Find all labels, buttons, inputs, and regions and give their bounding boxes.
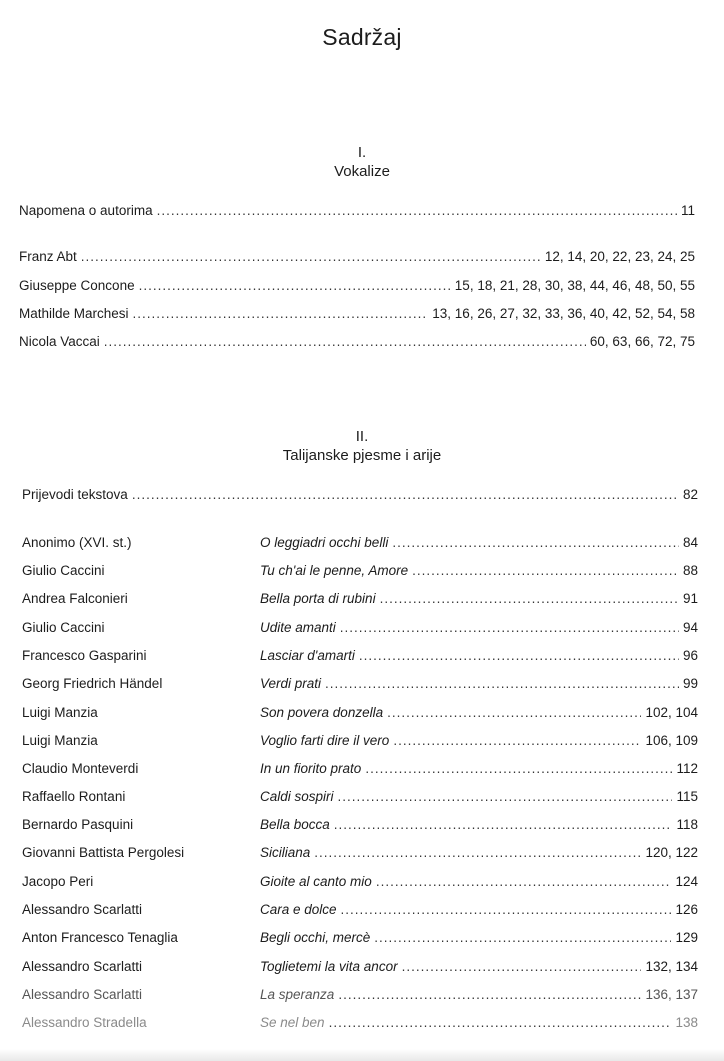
aria-entry [22, 845, 698, 865]
dot-leader [340, 620, 679, 635]
dot-leader [139, 278, 451, 293]
work-title: Gioite al canto mio [260, 874, 372, 889]
page-title: Sadržaj [322, 24, 402, 50]
aria-entry [22, 563, 698, 583]
work-pages: 138 [675, 1015, 698, 1030]
work-title: Voglio farti dire il vero [260, 733, 390, 748]
work-title: In un fiorito prato [260, 761, 362, 776]
section-1-title: Vokalize [334, 163, 390, 180]
composer-name: Bernardo Pasquini [22, 817, 134, 832]
work-pages: 129 [675, 930, 698, 945]
dot-leader [376, 874, 672, 889]
work-title: O leggiadri occhi belli [260, 535, 389, 550]
dot-leader [338, 987, 641, 1002]
aria-entry [22, 987, 698, 1007]
work-title: Bella bocca [260, 817, 330, 832]
work-title: La speranza [260, 987, 335, 1002]
aria-entry [22, 733, 698, 753]
toc-entry [19, 306, 695, 321]
toc-entry-label: Mathilde Marchesi [19, 306, 129, 321]
dot-leader [338, 789, 673, 804]
section-2-number: II. [355, 428, 369, 445]
work-title: Caldi sospiri [260, 789, 334, 804]
work-pages: 115 [676, 789, 698, 804]
work-pages: 126 [675, 902, 698, 917]
work-pages: 118 [676, 817, 698, 832]
work-pages: 99 [682, 676, 698, 691]
composer-name: Raffaello Rontani [22, 789, 126, 804]
aria-entry [22, 620, 698, 640]
toc-entry-label: Nicola Vaccai [19, 334, 100, 349]
work-pages: 112 [676, 761, 698, 776]
aria-entry [22, 648, 698, 668]
composer-name: Georg Friedrich Händel [22, 676, 163, 691]
dot-leader [365, 761, 672, 776]
aria-entry [22, 591, 698, 611]
scan-edge-shadow [0, 1049, 724, 1061]
dot-leader [334, 817, 673, 832]
work-title: Toglietemi la vita ancor [260, 959, 398, 974]
aria-entry [22, 705, 698, 725]
toc-entry-pages: 82 [682, 487, 698, 502]
dot-leader [393, 733, 641, 748]
section-2-title: Talijanske pjesme i arije [282, 447, 442, 464]
work-title: Lasciar d'amarti [260, 648, 355, 663]
aria-entry [22, 930, 698, 950]
aria-entry [22, 902, 698, 922]
dot-leader [314, 845, 641, 860]
toc-entry-pages: 11 [680, 203, 695, 218]
work-title: Tu ch'ai le penne, Amore [260, 563, 409, 578]
dot-leader [392, 535, 679, 550]
composer-name: Jacopo Peri [22, 874, 94, 889]
composer-name: Luigi Manzia [22, 733, 98, 748]
work-title: Udite amanti [260, 620, 336, 635]
composer-name: Francesco Gasparini [22, 648, 147, 663]
composer-name: Alessandro Scarlatti [22, 959, 143, 974]
toc-entry-pages: 60, 63, 66, 72, 75 [589, 334, 695, 349]
aria-entry [22, 676, 698, 696]
composer-name: Anton Francesco Tenaglia [22, 930, 178, 945]
work-title: Bella porta di rubini [260, 591, 376, 606]
dot-leader [157, 203, 677, 218]
aria-entry [22, 761, 698, 781]
dot-leader [402, 959, 642, 974]
toc-entry-pages: 12, 14, 20, 22, 23, 24, 25 [544, 249, 695, 264]
composer-name: Giovanni Battista Pergolesi [22, 845, 185, 860]
dot-leader [81, 249, 541, 264]
toc-entry-pages: 13, 16, 26, 27, 32, 33, 36, 40, 42, 52, 54, 58 [432, 306, 695, 321]
toc-entry [19, 278, 695, 293]
section-1-number: I. [357, 144, 367, 161]
composer-name: Luigi Manzia [22, 705, 98, 720]
work-pages: 88 [682, 563, 698, 578]
aria-entry [22, 1015, 698, 1035]
toc-entry-label: Napomena o autorima [19, 203, 153, 218]
work-title: Cara e dolce [260, 902, 337, 917]
work-pages: 91 [682, 591, 698, 606]
composer-name: Giulio Caccini [22, 620, 105, 635]
work-pages: 102, 104 [645, 705, 698, 720]
work-title: Begli occhi, mercè [260, 930, 371, 945]
work-title: Siciliana [260, 845, 311, 860]
dot-leader [104, 334, 586, 349]
work-pages: 106, 109 [645, 733, 698, 748]
dot-leader [412, 563, 679, 578]
work-pages: 132, 134 [645, 959, 698, 974]
toc-entry-translations [22, 487, 698, 502]
composer-name: Alessandro Stradella [22, 1015, 147, 1030]
aria-entry [22, 874, 698, 894]
work-title: Se nel ben [260, 1015, 325, 1030]
composer-name: Alessandro Scarlatti [22, 987, 143, 1002]
work-pages: 120, 122 [645, 845, 698, 860]
toc-entry [19, 249, 695, 264]
dot-leader [380, 591, 679, 606]
dot-leader [133, 306, 429, 321]
aria-entry [22, 959, 698, 979]
dot-leader [325, 676, 679, 691]
aria-entry [22, 789, 698, 809]
work-pages: 84 [682, 535, 698, 550]
composer-name: Giulio Caccini [22, 563, 105, 578]
composer-name: Claudio Monteverdi [22, 761, 139, 776]
dot-leader [374, 930, 671, 945]
work-pages: 136, 137 [645, 987, 698, 1002]
dot-leader [341, 902, 672, 917]
toc-entry-pages: 15, 18, 21, 28, 30, 38, 44, 46, 48, 50, 55 [454, 278, 695, 293]
work-title: Son povera donzella [260, 705, 384, 720]
work-title: Verdi prati [260, 676, 322, 691]
work-pages: 94 [682, 620, 698, 635]
composer-name: Anonimo (XVI. st.) [22, 535, 132, 550]
toc-entry [19, 334, 695, 349]
composer-name: Andrea Falconieri [22, 591, 128, 606]
aria-entry [22, 817, 698, 837]
dot-leader [329, 1015, 672, 1030]
work-pages: 124 [675, 874, 698, 889]
dot-leader [359, 648, 679, 663]
dot-leader [387, 705, 641, 720]
toc-entry-label: Franz Abt [19, 249, 77, 264]
aria-entry [22, 535, 698, 555]
toc-entry-label: Prijevodi tekstova [22, 487, 128, 502]
toc-entry-note-authors [19, 203, 695, 218]
toc-entry-label: Giuseppe Concone [19, 278, 135, 293]
dot-leader [132, 487, 679, 502]
work-pages: 96 [682, 648, 698, 663]
composer-name: Alessandro Scarlatti [22, 902, 143, 917]
